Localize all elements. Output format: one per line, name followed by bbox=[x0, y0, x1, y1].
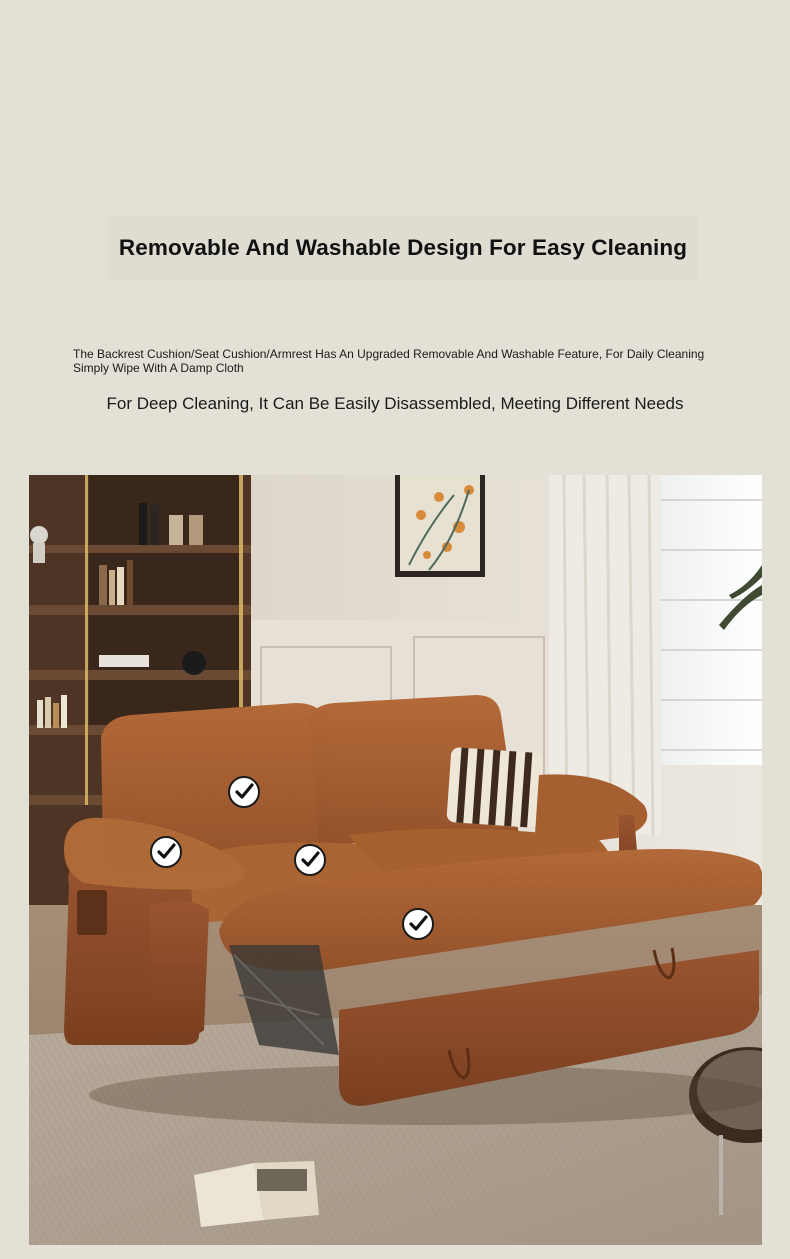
backrest-cushion-check bbox=[228, 776, 260, 808]
feature-subheading: For Deep Cleaning, It Can Be Easily Disassembled, Meeting Different Needs bbox=[106, 394, 684, 413]
checkmark-icon bbox=[156, 842, 176, 862]
checkmark-icon bbox=[300, 850, 320, 870]
seat-cushion-check bbox=[294, 844, 326, 876]
heading-panel bbox=[108, 215, 698, 281]
checkmark-icon bbox=[234, 782, 254, 802]
page-title: Removable And Washable Design For Easy Cleaning bbox=[118, 235, 688, 260]
armrest-check bbox=[150, 836, 182, 868]
pullout-bed-check bbox=[402, 908, 434, 940]
product-photo bbox=[29, 475, 762, 1245]
feature-description: The Backrest Cushion/Seat Cushion/Armrest Has An Upgraded Removable And Washable Feature, For Daily Cleaning Simply Wipe With A Damp Cloth bbox=[73, 347, 705, 375]
checkmark-icon bbox=[408, 914, 428, 934]
